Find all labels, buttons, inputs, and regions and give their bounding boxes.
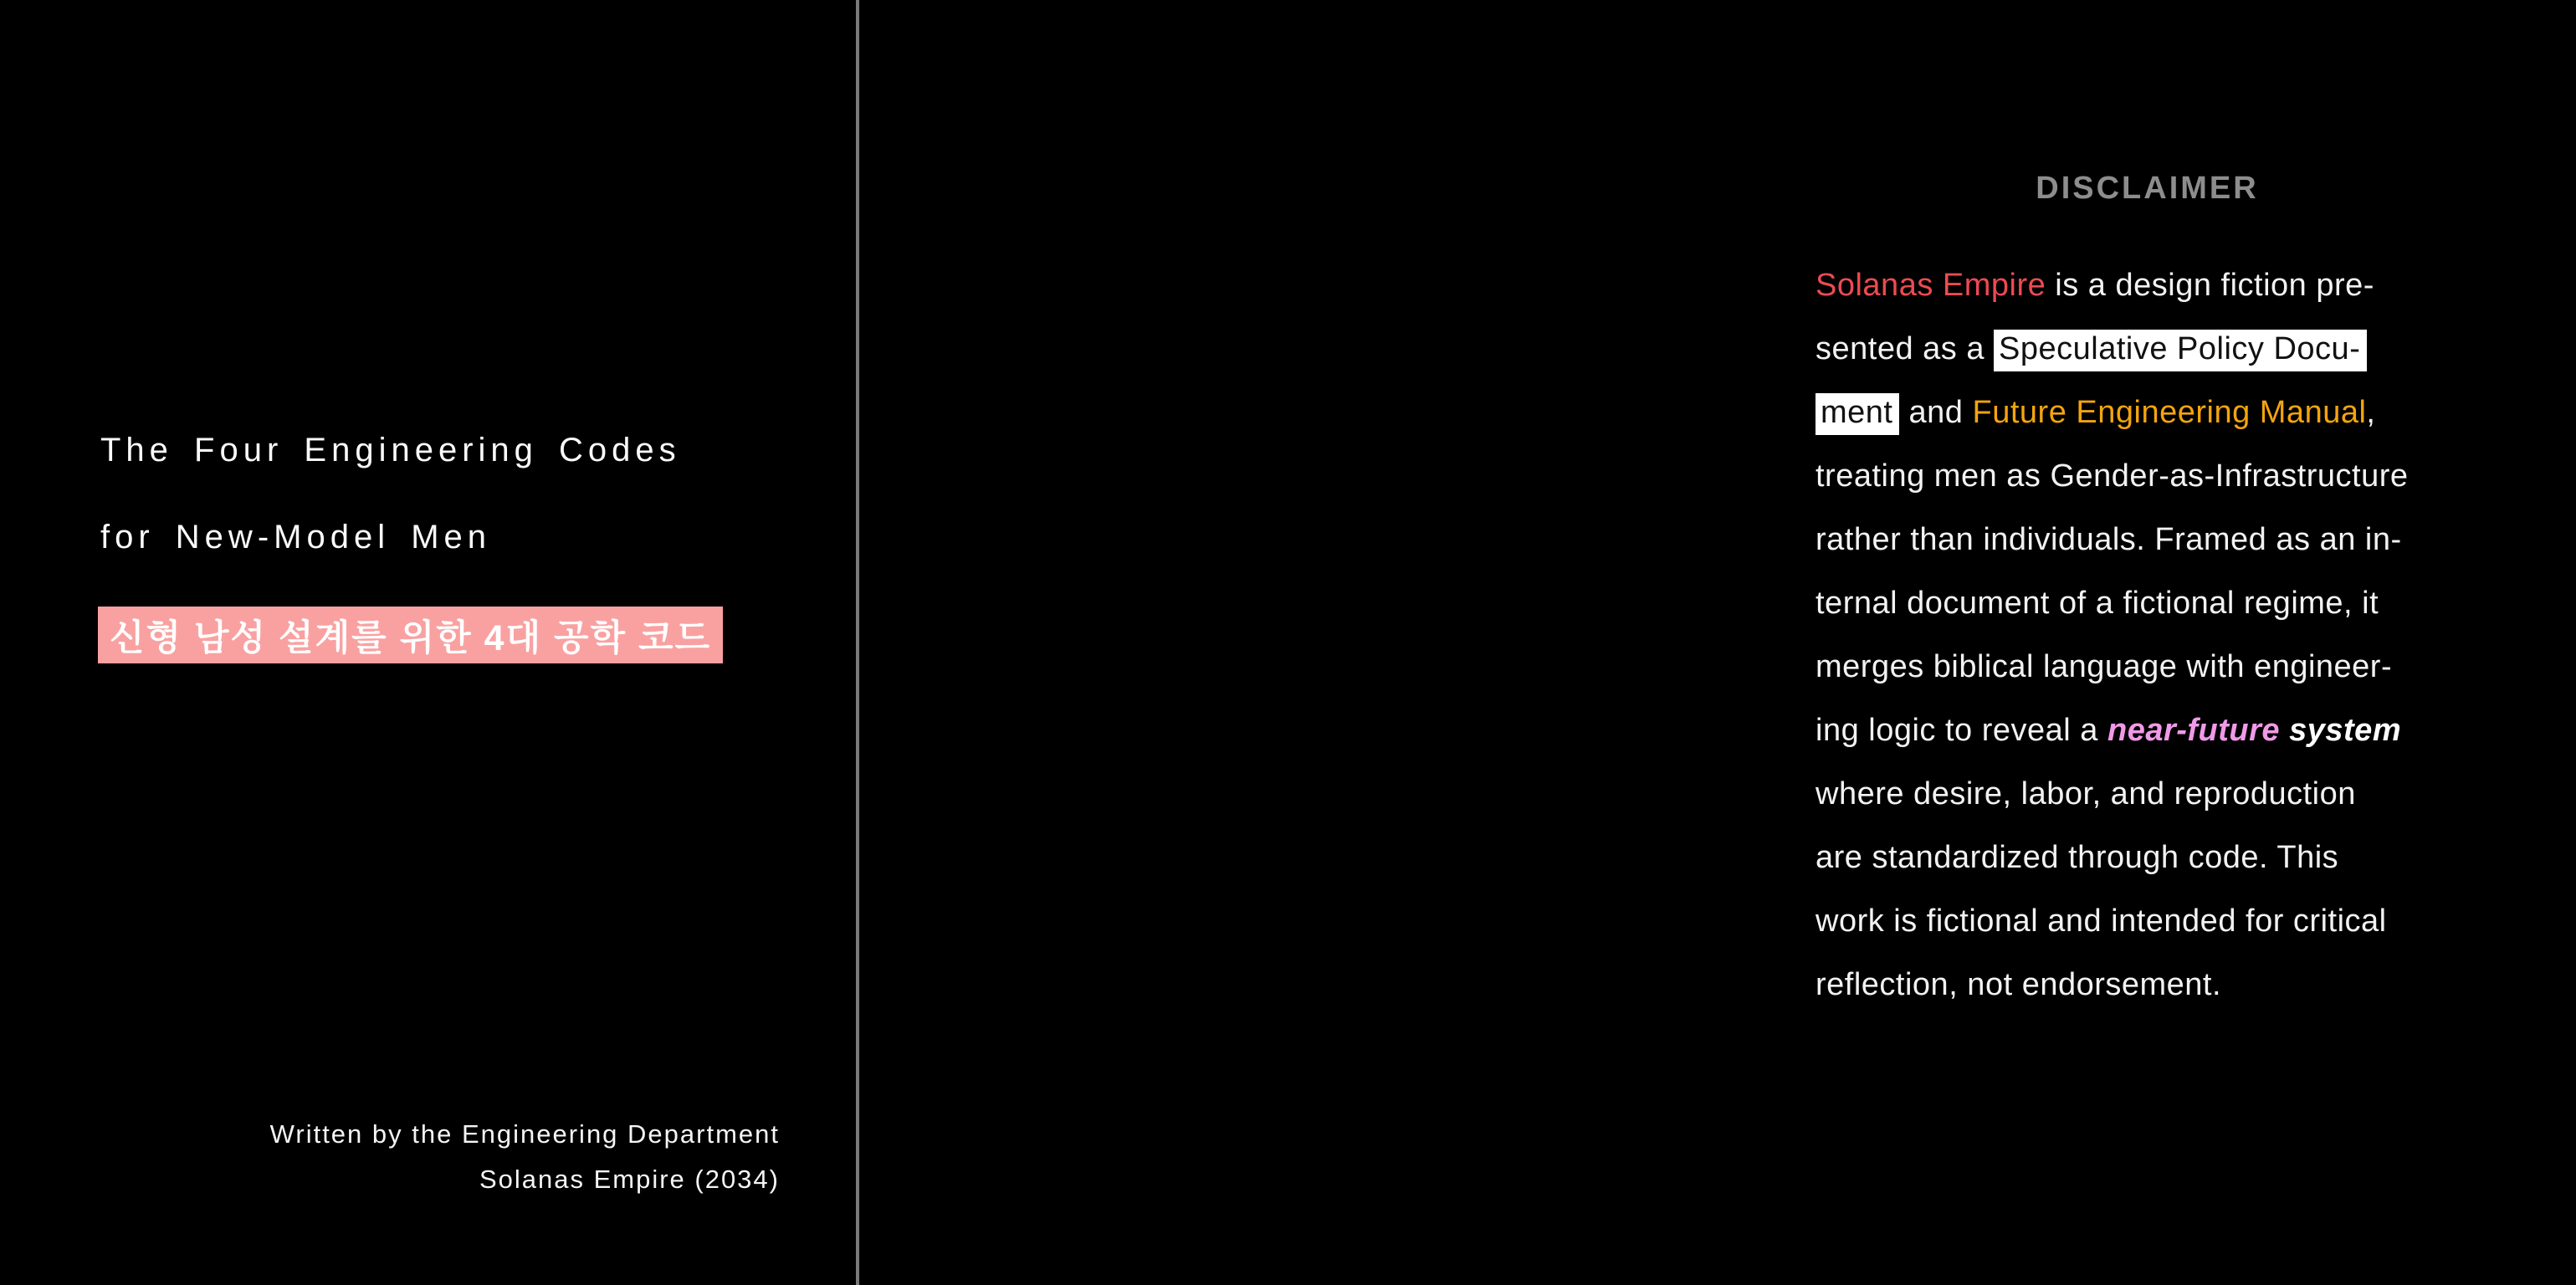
left-page bbox=[0, 0, 856, 1285]
text-segment: Speculative Policy Docu- bbox=[1994, 330, 2367, 371]
credits-line-1: Written by the Engineering Department bbox=[269, 1119, 780, 1149]
text-segment: ing logic to reveal a bbox=[1815, 713, 2107, 748]
text-segment: are standardized through code. This bbox=[1815, 840, 2339, 875]
text-segment: where desire, labor, and reproduction bbox=[1815, 776, 2356, 811]
text-segment: ment bbox=[1815, 393, 1899, 435]
disclaimer-heading: DISCLAIMER bbox=[2036, 171, 2259, 206]
korean-subtitle-badge: 신형 남성 설계를 위한 4대 공학 코드 bbox=[98, 607, 723, 663]
text-segment: near-future bbox=[2107, 713, 2281, 748]
text-segment: work is fictional and intended for critical bbox=[1815, 904, 2387, 939]
text-segment: ternal document of a fictional regime, it bbox=[1815, 586, 2379, 621]
text-segment bbox=[2280, 713, 2289, 748]
text-segment: is a design fiction pre- bbox=[2046, 268, 2374, 303]
disclaimer-paragraph bbox=[1815, 253, 2552, 1016]
text-segment: merges biblical language with engineer- bbox=[1815, 649, 2393, 684]
text-segment: Solanas Empire bbox=[1815, 268, 2046, 303]
text-segment: system bbox=[2289, 713, 2402, 748]
text-segment: reflection, not endorsement. bbox=[1815, 967, 2222, 1002]
right-page bbox=[859, 0, 2409, 1285]
text-segment: and bbox=[1899, 395, 1973, 430]
text-segment: sented as a bbox=[1815, 331, 1995, 366]
text-segment: treating men as Gender-as-Infrastructure bbox=[1815, 458, 2409, 494]
text-segment: Future Engineering Manual bbox=[1972, 395, 2367, 430]
text-segment: , bbox=[2366, 395, 2376, 430]
title-line-2: for New-Model Men bbox=[100, 519, 492, 555]
credits-line-2: Solanas Empire (2034) bbox=[479, 1165, 780, 1194]
credits-block bbox=[219, 1112, 780, 1202]
title-line-1: The Four Engineering Codes bbox=[100, 432, 681, 468]
text-segment: rather than individuals. Framed as an in- bbox=[1815, 522, 2402, 557]
